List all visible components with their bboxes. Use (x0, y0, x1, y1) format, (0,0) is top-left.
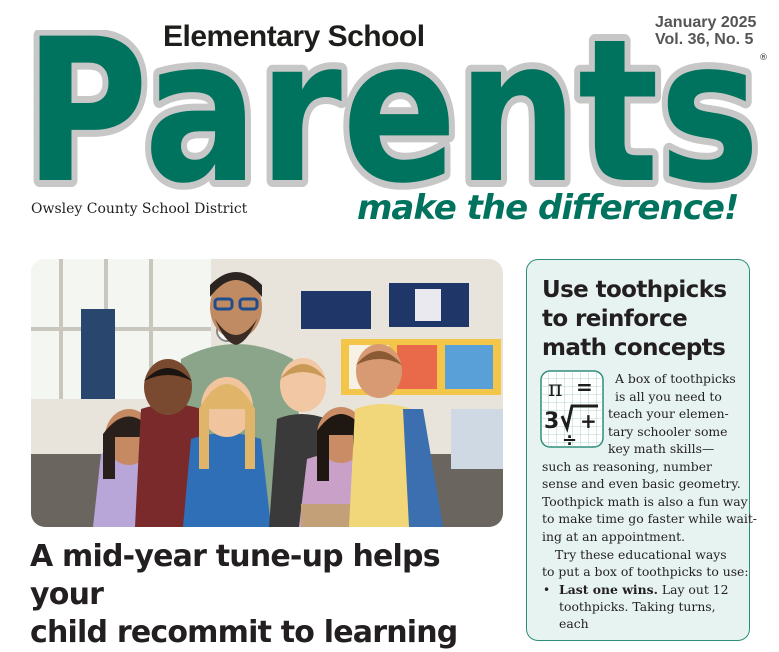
sidebar-line: teach your elemen- (608, 406, 729, 421)
sidebar-line: A box of toothpicks (615, 371, 736, 386)
bullet-dot: • (543, 583, 551, 597)
sidebar-line: to make time go faster while wait- (542, 511, 757, 526)
bullet-bold-lead: Last one wins. (559, 582, 658, 597)
sidebar-line: is all you need to (615, 389, 722, 404)
headline-line-2: child recommit to learning (30, 615, 458, 650)
sidebar-line: Try these educational ways (555, 547, 727, 562)
divide-symbol: ÷ (562, 430, 578, 448)
bullet-rest: Lay out 12 (657, 582, 729, 597)
sidebar-title-line-2: to reinforce (542, 306, 688, 332)
sidebar-line: Toothpick math is also a fun way (542, 494, 748, 509)
parents-logo (20, 30, 765, 195)
bullet-item (543, 581, 550, 600)
math-symbols-icon (540, 370, 604, 448)
issue-volume: Vol. 36, No. 5 (655, 31, 754, 48)
main-headline (30, 538, 520, 652)
issue-date: January 2025 (655, 14, 757, 31)
registered-mark: ® (759, 53, 768, 63)
sidebar-title (542, 276, 747, 363)
sidebar-line: tary schooler some (608, 424, 728, 439)
sidebar-line: ing at an appointment. (542, 529, 686, 544)
bullet-line (559, 581, 729, 599)
school-level-label: Elementary School (163, 20, 425, 53)
headline-line-1: A mid-year tune-up helps your (30, 539, 440, 612)
district-name: Owsley County School District (31, 201, 248, 217)
sidebar-line: such as reasoning, number (542, 459, 712, 474)
sidebar-title-line-1: Use toothpicks (542, 277, 727, 303)
sidebar-line: to put a box of toothpicks to use: (542, 564, 749, 579)
sidebar-line: sense and even basic geometry. (542, 476, 741, 491)
three-digit: 3 (544, 409, 560, 434)
parents-title: Parents (24, 30, 760, 195)
pi-symbol: π (548, 377, 563, 402)
plus-symbol: + (580, 409, 597, 433)
sidebar-title-line-3: math concepts (542, 335, 726, 361)
equals-symbol: = (576, 375, 593, 399)
tagline: make the difference! (357, 188, 739, 228)
bullet-line: each (559, 616, 589, 631)
sidebar-line: key math skills— (608, 441, 715, 456)
classroom-photo (31, 259, 503, 527)
bullet-line: toothpicks. Taking turns, (559, 599, 716, 614)
